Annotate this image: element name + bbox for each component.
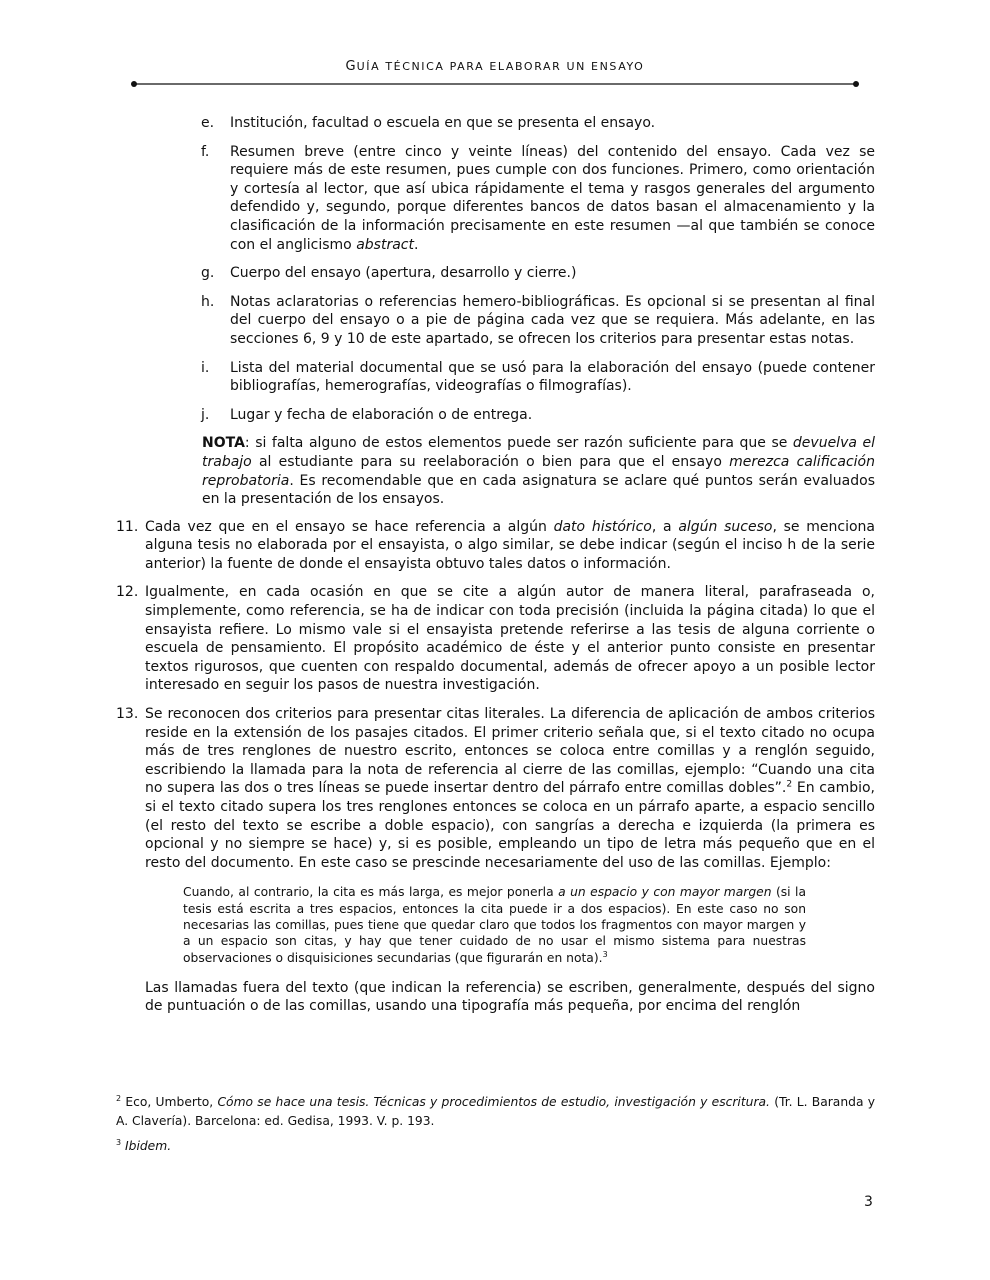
note-emphasis: devuelva el trabajo — [202, 435, 875, 470]
list-item-i — [0, 359, 875, 396]
footnote-title: Cómo se hace una tesis. Técnicas y procedimientos de estudio, investigación y escritura. — [217, 1095, 770, 1109]
paragraph-number: 12. — [116, 584, 139, 601]
header-rule — [130, 80, 860, 88]
document-body — [0, 114, 990, 1016]
list-marker: i. — [201, 359, 210, 376]
paragraph-number: 13. — [116, 706, 139, 723]
footnote-2 — [116, 1093, 875, 1130]
list-item-text: Institución, facultad o escuela en que se presenta el ensayo. — [230, 115, 656, 131]
list-item-text-end: . — [413, 236, 419, 253]
list-item-text: Lugar y fecha de elaboración o de entrega. — [230, 406, 533, 423]
footnote-3 — [116, 1137, 875, 1156]
header-initial: G — [345, 59, 357, 74]
footnote-number: 3 — [116, 1137, 122, 1147]
list-item-text: Cuerpo del ensayo (apertura, desarrollo y cierre.) — [230, 265, 577, 282]
note-text: . Es recomendable que en cada asignatura se aclare qué puntos serán evaluados en la presentación de los ensayos. — [202, 472, 875, 508]
footnote-text: Eco, Umberto, — [121, 1095, 218, 1109]
list-marker: h. — [201, 293, 215, 310]
list-item-g — [0, 264, 875, 283]
running-header — [0, 59, 990, 74]
paragraph-text: Se reconocen dos criterios para presentar citas literales. La diferencia de aplicación de ambos criterios reside en la extensión de los pasajes citados. El primer criterio señala que, si el texto citado no ocupa más de tres renglones de nuestro escrito, entonces se coloca entre comillas y a renglón seguido, escribiendo la llamada para la nota de referencia al cierre de las comillas, ejemplo: “Cuando una cita no supera las dos o tres líneas se puede insertar dentro del párrafo entre comillas dobles”. — [145, 706, 875, 797]
footnote-reference[interactable]: 3 — [602, 949, 608, 959]
paragraph-number: 11. — [116, 518, 139, 535]
numbered-paragraph-11 — [0, 518, 875, 574]
continuation-paragraph: Las llamadas fuera del texto (que indican la referencia) se escriben, generalmente, después del signo de puntuación o de las comillas, usando una tipografía más pequeña, por encima del renglón — [145, 979, 875, 1015]
paragraph-text: Cada vez que en el ensayo se hace referencia a algún — [145, 518, 554, 535]
list-item-text: Notas aclaratorias o referencias hemero-bibliográficas. Es opcional si se presentan al final del cuerpo del ensayo o a pie de página cada vez que se requiera. Más adelante, en las secciones 6, 9 y 10 de este apartado, se ofrecen los criterios para presentar estas notas. — [230, 293, 875, 347]
header-text: UÍA TÉCNICA PARA ELABORAR UN ENSAYO — [356, 60, 645, 73]
list-item-text: Resumen breve (entre cinco y veinte líneas) del contenido del ensayo. Cada vez se requiere más de este resumen, pues cumple con dos funciones. Primero, como orientación y cortesía al lector, que así ubica rápidamente el tema y rasgos generales del argumento defendido y, segundo, porque diferentes bancos de datos basan el almacenamiento y la clasificación de la información precisamente en este resumen —al que también se conoce con el anglicismo — [230, 143, 875, 253]
list-item-e — [0, 114, 875, 133]
numbered-paragraph-13 — [0, 705, 875, 966]
note-paragraph — [0, 434, 875, 508]
numbered-paragraph-12 — [0, 583, 875, 695]
list-item-f — [0, 143, 875, 255]
quote-text: (si la tesis está escrita a tres espacios, entonces la cita puede ir a dos espacios). En este caso no son necesarias las comillas, pues tiene que quedar claro que todos los fragmentos con mayor margen y a un espacio son citas, y hay que tener cuidado de no usar el mismo sistema para nuestras observaciones o disquisiciones secundarias (que figurarán en nota). — [183, 885, 806, 965]
paragraph-text: , se menciona alguna tesis no elaborada por el ensayista, o algo similar, se debe indicar (según el inciso h de la serie anterior) la fuente de donde el ensayista obtuvo tales datos o información. — [145, 518, 875, 572]
italic-term: abstract — [356, 236, 414, 253]
footnotes — [116, 1093, 875, 1163]
paragraph-emphasis: algún suceso — [678, 518, 773, 535]
footnote-number: 2 — [116, 1093, 122, 1103]
list-item-h — [0, 293, 875, 349]
footnote-reference[interactable]: 2 — [786, 779, 793, 790]
paragraph-emphasis: dato histórico — [553, 518, 652, 535]
footnote-text: (Tr. L. Baranda y A. Clavería). Barcelona: ed. Gedisa, 1993. V. p. 193. — [116, 1095, 875, 1128]
quote-emphasis: a un espacio y con mayor margen — [558, 885, 772, 900]
quote-text: Cuando, al contrario, la cita es más larga, es mejor ponerla — [183, 885, 559, 900]
list-marker: f. — [201, 143, 210, 160]
list-item-j — [0, 406, 875, 425]
note-text: al estudiante para su reelaboración o bien para que el ensayo — [251, 453, 730, 470]
page-number: 3 — [864, 1194, 873, 1210]
list-marker: e. — [201, 115, 215, 131]
note-text: : si falta alguno de estos elementos puede ser razón suficiente para que se — [244, 435, 793, 452]
note-label: NOTA — [202, 435, 245, 452]
paragraph-text: , a — [651, 518, 679, 535]
list-marker: g. — [201, 265, 215, 282]
block-quote — [183, 884, 806, 965]
note-emphasis: merezca calificación reprobatoria — [202, 453, 875, 489]
footnote-title: Ibidem. — [125, 1139, 172, 1153]
list-marker: j. — [201, 406, 210, 423]
paragraph-text: En cambio, si el texto citado supera los tres renglones entonces se coloca en un párrafo aparte, a espacio sencillo (el resto del texto se escribe a doble espacio), con sangrías a derecha e izquierda (la primera es opcional y no siempre se hace) y, si es posible, empleando un tipo de letra más pequeño que en el resto del documento. En este caso se prescinde necesariamente del uso de las comillas. Ejemplo: — [145, 780, 876, 871]
paragraph-text: Igualmente, en cada ocasión en que se cite a algún autor de manera literal, parafraseada o, simplemente, como referencia, se ha de indicar con toda precisión (incluida la página citada) lo que el ensayista refiere. Lo mismo vale si el ensayista pretende referirse a las tesis de alguna corriente o escuela de pensamiento. El propósito académico de éste y el anterior punto consiste en presentar textos rigurosos, que cuenten con respaldo documental, además de ofrecer apoyo a un posible lector interesado en seguir los pasos de nuestra investigación. — [145, 584, 875, 694]
list-item-text: Lista del material documental que se usó para la elaboración del ensayo (puede contener bibliografías, hemerografías, videografías o filmografías). — [230, 359, 875, 395]
